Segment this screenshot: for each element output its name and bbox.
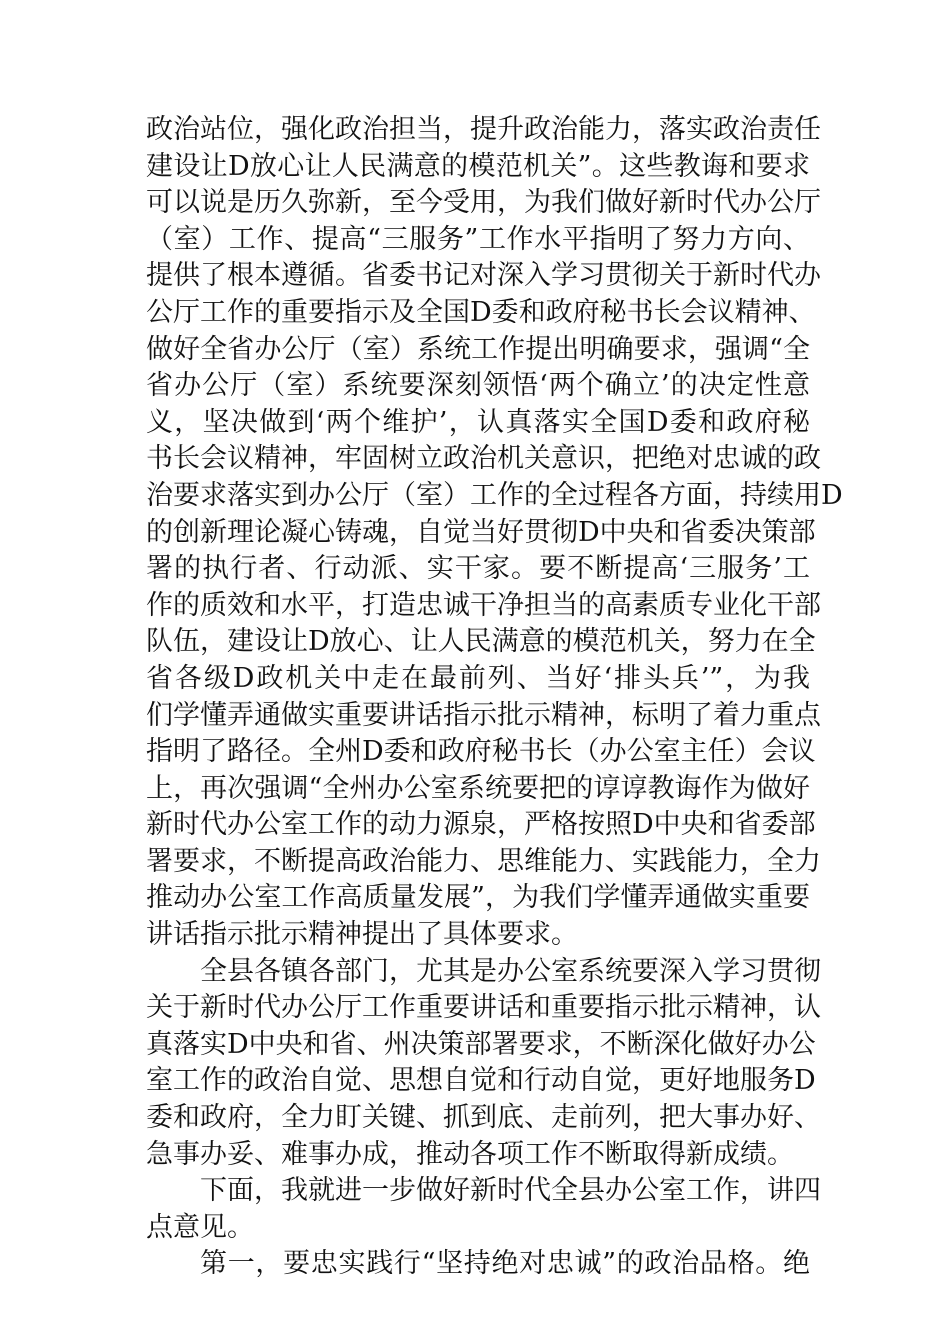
text-line: 省办公厅（室）系统要深刻领悟‘两个确立’的决定性意 [146,370,810,402]
text-line: 做好全省办公厅（室）系统工作提出明确要求，强调“全 [146,333,810,365]
text-line: 政治站位，强化政治担当，提升政治能力，落实政治责任 [146,114,821,145]
text-line: 书长会议精神，牢固树立政治机关意识，把绝对忠诚的政 [146,443,821,475]
text-line: 室工作的政治自觉、思想自觉和行动自觉，更好地服务D [146,1065,816,1097]
text-line: 作的质效和水平，打造忠诚干净担当的高素质专业化干部 [146,589,821,621]
text-line: 推动办公室工作高质量发展”，为我们学懂弄通做实重要 [146,882,810,914]
text-line: 队伍，建设让D放心、让人民满意的模范机关，努力在全 [146,626,816,658]
text-line: （室）工作、提高“三服务”工作水平指明了努力方向、 [146,223,810,255]
paragraph-first-line: 下面，我就进一步做好新时代全县办公室工作，讲四 [200,1175,821,1207]
text-line: 指明了路径。全州D委和政府秘书长（办公室主任）会议 [146,736,816,768]
text-line: 们学懂弄通做实重要讲话指示批示精神，标明了着力重点 [146,699,821,731]
text-line: 署要求，不断提高政治能力、思维能力、实践能力，全力 [146,845,821,877]
text-line: 义，坚决做到‘两个维护’，认真落实全国D委和政府秘 [146,406,810,438]
text-line: 点意见。 [146,1211,254,1243]
text-line: 急事办妥、难事办成，推动各项工作不断取得新成绩。 [146,1138,794,1170]
text-line: 上，再次强调“全州办公室系统要把的谆谆教诲作为做好 [146,772,810,804]
text-line: 公厅工作的重要指示及全国D委和政府秘书长会议精神、 [146,296,816,328]
text-line: 讲话指示批示精神提出了具体要求。 [146,919,578,951]
paragraph-first-line: 全县各镇各部门，尤其是办公室系统要深入学习贯彻 [200,955,821,987]
body-text [146,112,843,1283]
text-line: 的创新理论凝心铸魂，自觉当好贯彻D中央和省委决策部 [146,516,816,548]
paragraph-first-line: 第一，要忠实践行“坚持绝对忠诚”的政治品格。绝 [200,1248,810,1280]
text-line: 建设让D放心让人民满意的模范机关”。这些教诲和要求 [146,150,810,182]
text-line: 治要求落实到办公厅（室）工作的全过程各方面，持续用D [146,479,843,511]
text-line: 真落实D中央和省、州决策部署要求，不断深化做好办公 [146,1028,816,1060]
text-line: 署的执行者、行动派、实干家。要不断提高‘三服务’工 [146,553,810,585]
text-line: 提供了根本遵循。省委书记对深入学习贯彻关于新时代办 [146,260,821,292]
text-line: 省各级D政机关中走在最前列、当好‘排头兵’”，为我 [146,662,810,694]
text-line: 委和政府，全力盯关键、抓到底、走前列，把大事办好、 [146,1102,821,1134]
text-line: 新时代办公室工作的动力源泉，严格按照D中央和省委部 [146,809,816,841]
text-line: 可以说是历久弥新，至今受用，为我们做好新时代办公厅 [146,187,821,219]
text-line: 关于新时代办公厅工作重要讲话和重要指示批示精神，认 [146,992,821,1024]
